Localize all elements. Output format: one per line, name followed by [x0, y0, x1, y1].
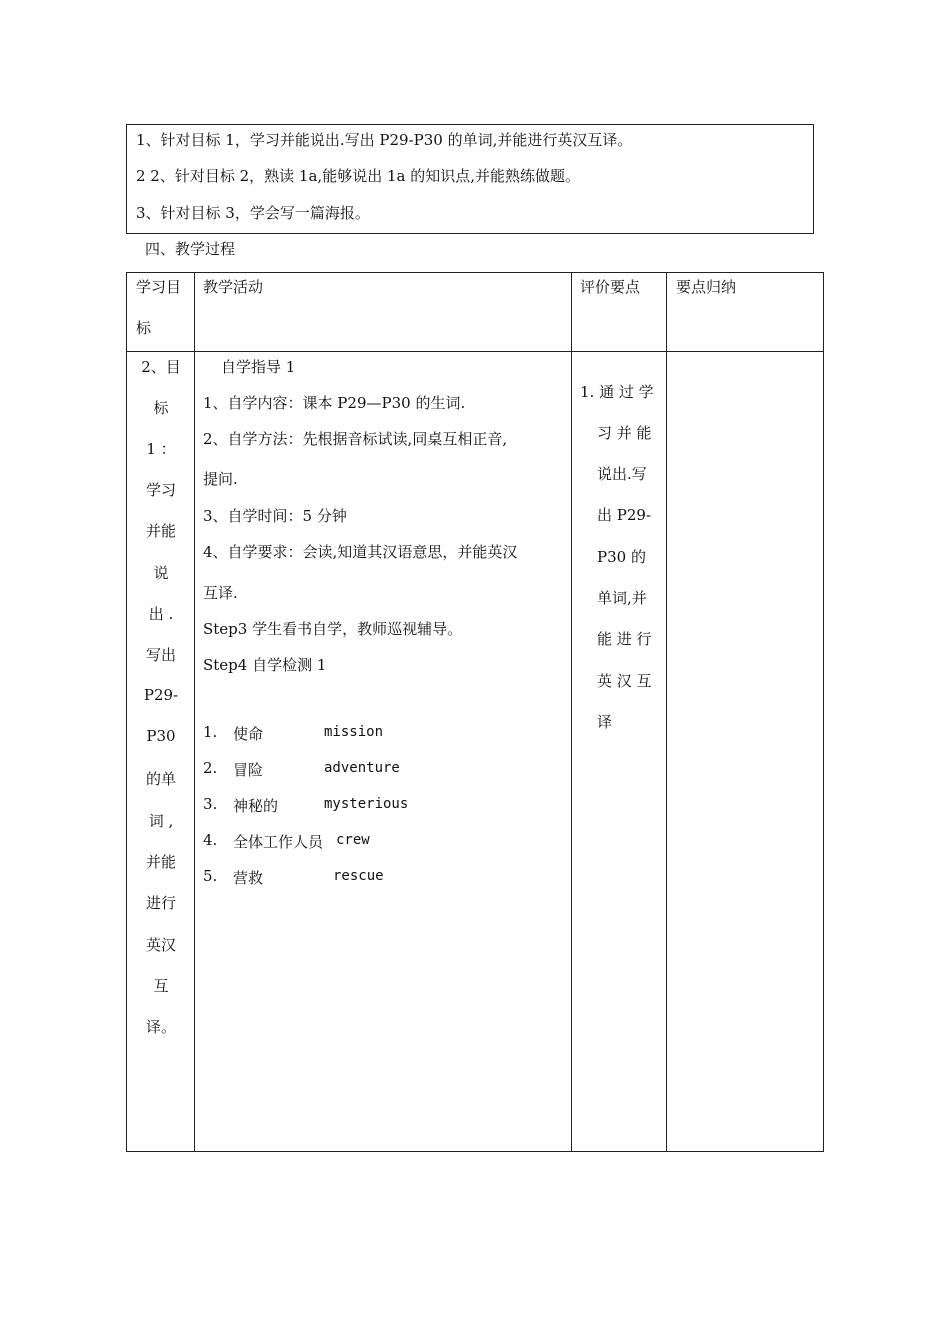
vocab-chinese: 营救: [233, 869, 264, 887]
activity-item: 2、自学方法：先根据音标试读,同桌互相正音,: [203, 430, 508, 448]
vocab-english: mission: [324, 724, 384, 740]
objective-cell-line: 的单: [145, 770, 176, 788]
header-objective-line1: 学习目: [136, 278, 182, 296]
objective-cell-line: 并能: [145, 522, 176, 540]
vocab-english: mysterious: [324, 796, 409, 812]
objective-cell-line: 写出: [145, 646, 176, 664]
vocab-chinese: 使命: [233, 725, 264, 743]
evaluation-line: 单词,并: [597, 589, 647, 607]
activity-item: 互译.: [203, 584, 238, 602]
vocab-number: 5.: [203, 867, 218, 885]
column-divider: [571, 273, 572, 1151]
objective-cell-line: 说: [153, 564, 169, 582]
vocab-english: crew: [336, 832, 370, 848]
objective-cell-line: 词 ,: [148, 812, 174, 830]
evaluation-line: P30 的: [597, 548, 646, 566]
header-teaching-activity: 教学活动: [203, 278, 264, 296]
objective-cell-line: 译。: [145, 1018, 176, 1036]
activity-step: Step3 学生看书自学，教师巡视辅导。: [203, 620, 463, 638]
vocab-number: 3.: [203, 795, 218, 813]
evaluation-line: 1. 通 过 学: [580, 383, 654, 401]
objective-cell-line: 英汉: [145, 936, 176, 954]
header-objective-line2: 标: [136, 319, 152, 337]
evaluation-line: 出 P29-: [597, 506, 652, 524]
activity-step: Step4 自学检测 1: [203, 656, 327, 674]
header-evaluation: 评价要点: [580, 278, 641, 296]
vocab-number: 2.: [203, 759, 218, 777]
column-divider: [666, 273, 667, 1151]
objective-cell-line: 并能: [145, 853, 176, 871]
vocab-number: 1.: [203, 723, 218, 741]
activity-title: 自学指导 1: [221, 358, 296, 376]
vocab-chinese: 冒险: [233, 761, 264, 779]
evaluation-line: 英 汉 互: [597, 672, 652, 690]
activity-item: 1、自学内容：课本 P29—P30 的生词.: [203, 394, 466, 412]
objective-cell-line: 出 .: [148, 605, 174, 623]
objectives-box: [126, 124, 814, 234]
evaluation-line: 能 进 行: [597, 630, 652, 648]
column-divider: [194, 273, 195, 1151]
objective-cell-line: P30: [146, 727, 176, 745]
objective-cell-line: 标: [153, 399, 169, 417]
section-heading: 四、教学过程: [145, 240, 236, 258]
objective-line-2: 2 2、针对目标 2，熟读 1a,能够说出 1a 的知识点,并能熟练做题。: [136, 167, 580, 185]
vocab-chinese: 神秘的: [233, 797, 279, 815]
teaching-process-table: [126, 272, 824, 1152]
activity-item: 3、自学时间：5 分钟: [203, 507, 347, 525]
vocab-number: 4.: [203, 831, 218, 849]
evaluation-line: 习 并 能: [597, 424, 652, 442]
activity-item: 提问.: [203, 470, 238, 488]
objective-cell-line: P29-: [143, 686, 179, 704]
objective-cell-line: 进行: [145, 894, 176, 912]
objective-line-1: 1、针对目标 1，学习并能说出.写出 P29-P30 的单词,并能进行英汉互译。: [136, 131, 633, 149]
objective-cell-line: 学习: [145, 481, 176, 499]
vocab-english: rescue: [333, 868, 384, 884]
activity-item: 4、自学要求：会读,知道其汉语意思，并能英汉: [203, 543, 518, 561]
evaluation-line: 说出.写: [597, 465, 647, 483]
row-divider: [127, 351, 823, 352]
header-summary: 要点归纳: [676, 278, 737, 296]
vocab-english: adventure: [324, 760, 400, 776]
vocab-chinese: 全体工作人员: [233, 833, 324, 851]
evaluation-line: 译: [597, 713, 613, 731]
objective-cell-line: 互: [153, 977, 169, 995]
objective-cell-line: 2、目: [141, 358, 181, 376]
objective-cell-line: 1 ：: [146, 440, 176, 458]
objective-line-3: 3、针对目标 3，学会写一篇海报。: [136, 204, 370, 222]
